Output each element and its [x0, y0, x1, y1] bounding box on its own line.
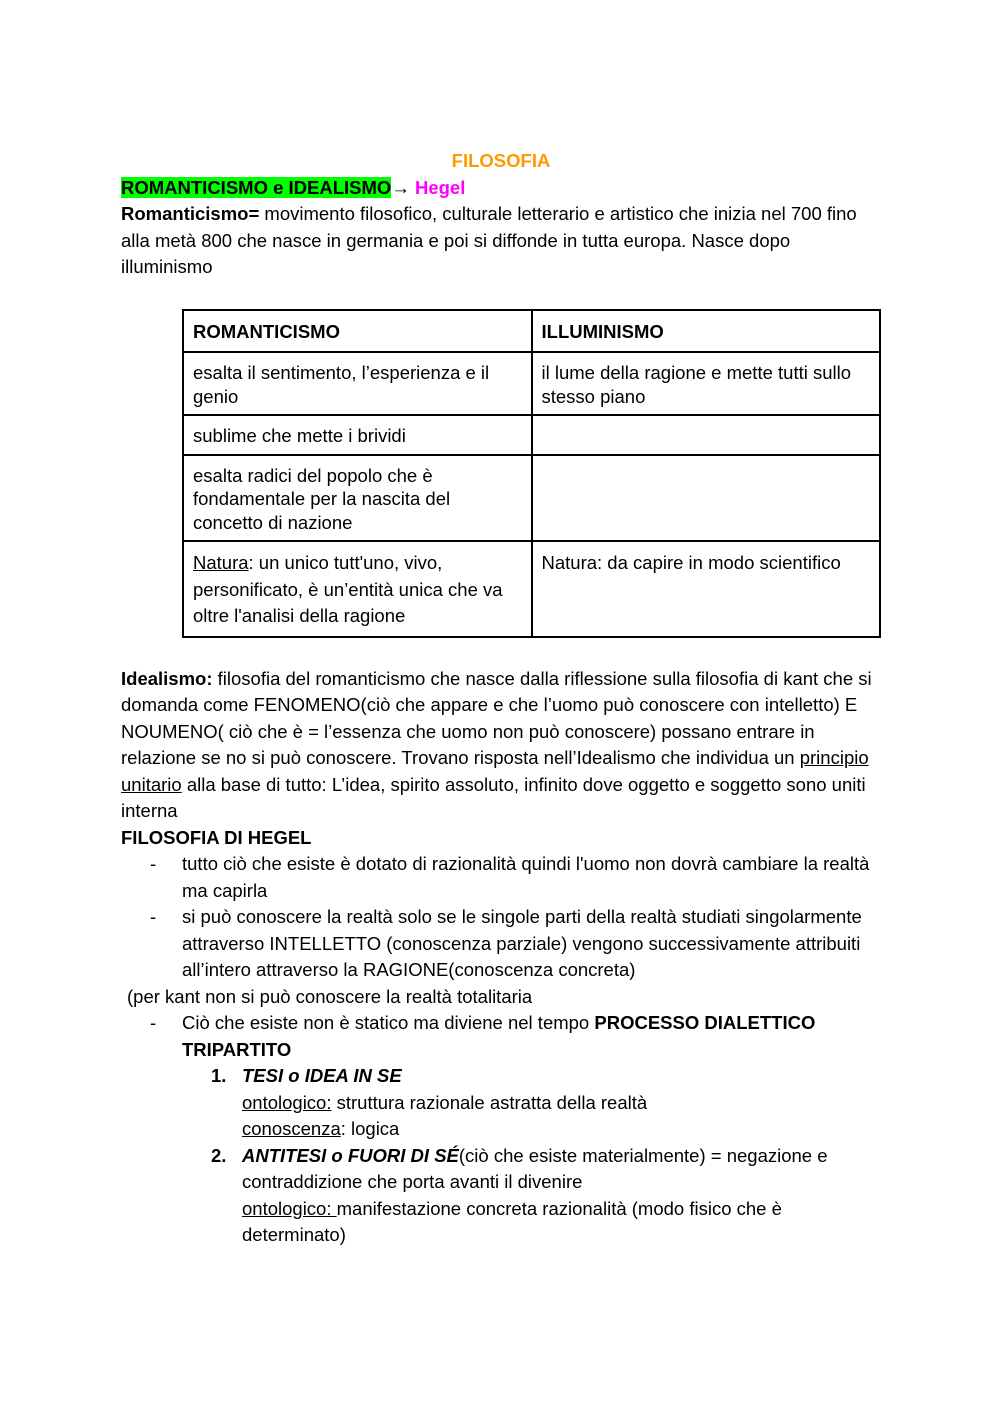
list-item: - si può conoscere la realtà solo se le singole parti della realtà studiati singolarmente attraverso INTELLETTO (conoscenza parziale) vengono successivamente attribuiti all’intero attraverso la RAGIONE(conoscenza concreta) [121, 904, 881, 984]
romanticismo-text: movimento filosofico, culturale letterario e artistico che inizia nel 700 fino alla metà 800 che nasce in germania e poi si diffonde in tutta europa. Nasce dopo illuminismo [121, 203, 857, 277]
table-header-row [183, 310, 880, 353]
idealismo-term: Idealismo: [121, 667, 213, 689]
table-row [183, 352, 880, 415]
principio-unitario: principio unitario [121, 747, 869, 795]
document-page [121, 148, 881, 1249]
list-item: - Ciò che esiste non è statico ma diviene nel tempo PROCESSO DIALETTICO TRIPARTITO [121, 1010, 881, 1063]
table-row [183, 415, 880, 455]
natura-term: Natura [193, 552, 249, 573]
list-item: - tutto ciò che esiste è dotato di razionalità quindi l'uomo non dovrà cambiare la realtà ma capirla [121, 851, 881, 904]
table-cell: esalta radici del popolo che è fondamentale per la nascita del concetto di nazione [183, 455, 532, 542]
item-number: 1. [211, 1065, 227, 1086]
conoscenza-label: conoscenza [242, 1118, 341, 1139]
table-cell [532, 415, 881, 455]
idealismo-text-b: alla base di tutto: L’idea, spirito assoluto, infinito dove oggetto e soggetto sono uniti interna [121, 773, 866, 821]
idealismo-paragraph [121, 666, 881, 825]
numbered-item-antitesi: 2. ANTITESI o FUORI DI SÉ(ciò che esiste materialmente) = negazione e contraddizione che porta avanti il divenire ontologico: manifestazione concreta razionalità (modo fisico che è determinato) [211, 1144, 828, 1245]
table-row [183, 541, 880, 637]
document-title: FILOSOFIA [451, 150, 551, 171]
numbered-item-tesi: 1. TESI o IDEA IN SE ontologico: struttura razionale astratta della realtà conoscenza: logica [211, 1065, 648, 1139]
table-cell: esalta il sentimento, l’esperienza e il genio [183, 352, 532, 415]
header-romanticismo: ROMANTICISMO [183, 310, 532, 353]
hegel-heading: FILOSOFIA DI HEGEL [121, 826, 312, 848]
antitesi-title: ANTITESI o FUORI DI SÉ [242, 1144, 459, 1166]
ontologico-label: ontologico: [242, 1197, 337, 1219]
comparison-table [182, 309, 881, 638]
idealismo-text-a: filosofia del romanticismo che nasce dalla riflessione sulla filosofia di kant che si domanda come FENOMENO(ciò che appare e che l’uomo può conoscere con intelletto) E NOUMENO( ciò che è = l’essenza che uomo non può conoscere) possano entrare in relazione se no si può conoscere. Trovano risposta nell’Idealismo che individua un [121, 667, 872, 768]
section-heading [121, 175, 881, 202]
romanticismo-term: Romanticismo= [121, 203, 260, 224]
header-illuminismo: ILLUMINISMO [532, 310, 881, 353]
hegel-label: Hegel [409, 176, 466, 198]
table-cell [532, 455, 881, 542]
natura-left-text: : un unico tutt'uno, vivo, personificato, è un’entità unica che va oltre l'analisi della ragione [193, 552, 503, 626]
arrow-icon: → [391, 176, 410, 198]
table-cell: Natura: da capire in modo scientifico [532, 541, 881, 637]
tesi-title: TESI o IDEA IN SE [242, 1065, 402, 1086]
romanticismo-paragraph [121, 201, 881, 281]
highlighted-heading: ROMANTICISMO e IDEALISMO [121, 176, 392, 198]
table-cell [183, 541, 532, 637]
processo-dialettico: PROCESSO DIALETTICO TRIPARTITO [182, 1012, 816, 1060]
item-number: 2. [211, 1144, 227, 1166]
ontologico-label: ontologico: [242, 1091, 332, 1113]
kant-note: (per kant non si può conoscere la realtà totalitaria [127, 985, 533, 1007]
table-cell: sublime che mette i brividi [183, 415, 532, 455]
table-row [183, 455, 880, 542]
table-cell: il lume della ragione e mette tutti sullo stesso piano [532, 352, 881, 415]
